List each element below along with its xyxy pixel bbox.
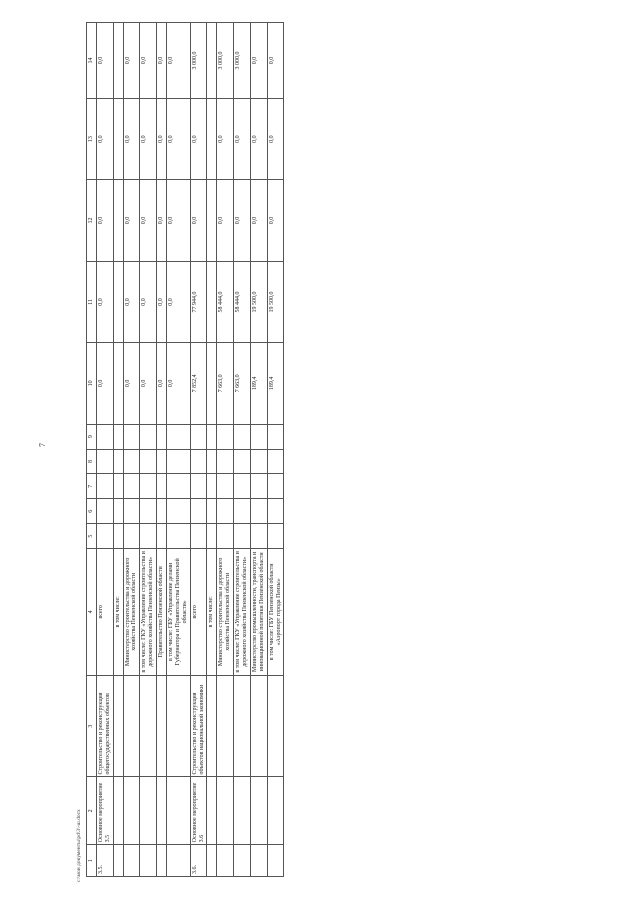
cell-col-2 [123,777,140,845]
cell-col-12: 0,0 [157,180,167,261]
cell-col-4: в том числе: ГБУ Пензенской области «Аэропорт города Пензы» [267,549,284,676]
cell-col-9 [190,424,207,449]
cell-col-13: 0,0 [250,98,267,179]
cell-col-7 [167,474,191,499]
cell-col-6 [167,499,191,524]
cell-col-5 [207,524,217,549]
table-row [190,23,207,877]
cell-col-14: 0,0 [96,23,113,99]
cell-col-7 [267,474,284,499]
cell-col-5 [190,524,207,549]
cell-col-11 [113,261,123,342]
cell-col-1 [167,845,191,877]
cell-col-6 [123,499,140,524]
cell-col-6 [267,499,284,524]
cell-col-2 [167,777,191,845]
cell-col-6 [140,499,157,524]
cell-col-5 [113,524,123,549]
cell-col-4: всего [190,549,207,676]
cell-col-5 [217,524,234,549]
cell-col-12: 0,0 [190,180,207,261]
cell-col-2 [207,777,217,845]
table-body [96,23,284,877]
cell-col-13: 0,0 [123,98,140,179]
cell-col-3 [123,675,140,777]
cell-col-9 [250,424,267,449]
cell-col-8 [217,449,234,474]
budget-table [86,22,284,877]
cell-col-4: в том числе: [113,549,123,676]
cell-col-13: 0,0 [234,98,251,179]
cell-col-10: 7 663,0 [234,343,251,424]
cell-col-11: 0,0 [96,261,113,342]
cell-col-1 [250,845,267,877]
cell-col-3 [217,675,234,777]
cell-col-4: Министерство промышленности, транспорта и инновационной политики Пензенской области [250,549,267,676]
cell-col-12 [113,180,123,261]
table-row [250,23,267,877]
cell-col-8 [207,449,217,474]
cell-col-14: 0,0 [140,23,157,99]
cell-col-8 [167,449,191,474]
column-header-5: 5 [87,524,97,549]
cell-col-12: 0,0 [234,180,251,261]
cell-col-10: 0,0 [167,343,191,424]
cell-col-7 [250,474,267,499]
cell-col-11: 0,0 [167,261,191,342]
cell-col-11: 0,0 [157,261,167,342]
cell-col-9 [217,424,234,449]
cell-col-8 [96,449,113,474]
cell-col-14: 0,0 [250,23,267,99]
table-row [140,23,157,877]
cell-col-11: 19 500,0 [250,261,267,342]
cell-col-1 [123,845,140,877]
cell-col-6 [190,499,207,524]
cell-col-7 [207,474,217,499]
cell-col-3 [234,675,251,777]
cell-col-14: 0,0 [267,23,284,99]
cell-col-5 [234,524,251,549]
cell-col-7 [123,474,140,499]
cell-col-1 [113,845,123,877]
cell-col-9 [167,424,191,449]
cell-col-12 [207,180,217,261]
cell-col-13: 0,0 [96,98,113,179]
cell-col-6 [234,499,251,524]
cell-col-1 [207,845,217,877]
cell-col-6 [157,499,167,524]
cell-col-3: Строительство и реконструкция объектов национальной экономики [190,675,207,777]
cell-col-10: 7 852,4 [190,343,207,424]
cell-col-14: 0,0 [157,23,167,99]
cell-col-3 [140,675,157,777]
cell-col-2 [140,777,157,845]
cell-col-9 [113,424,123,449]
footer-file-path: c:\мои документы\рd\3\-ш.docx [76,809,82,882]
cell-col-10: 0,0 [123,343,140,424]
cell-col-13 [113,98,123,179]
cell-col-8 [234,449,251,474]
cell-col-14: 3 000,0 [234,23,251,99]
cell-col-2 [250,777,267,845]
cell-col-14: 3 000,0 [190,23,207,99]
page-number: 7 [38,443,47,447]
column-header-6: 6 [87,499,97,524]
cell-col-11: 0,0 [140,261,157,342]
cell-col-4: в том числе: ГБУ «Управление делами Губернатора и Правительства Пензенской области» [167,549,191,676]
cell-col-13: 0,0 [167,98,191,179]
cell-col-11 [207,261,217,342]
cell-col-12: 0,0 [96,180,113,261]
cell-col-10: 0,0 [96,343,113,424]
cell-col-7 [113,474,123,499]
table-row [234,23,251,877]
cell-col-13: 0,0 [190,98,207,179]
cell-col-13: 0,0 [157,98,167,179]
cell-col-11: 19 500,0 [267,261,284,342]
cell-col-12: 0,0 [167,180,191,261]
cell-col-1 [140,845,157,877]
cell-col-10: 7 663,0 [217,343,234,424]
cell-col-3: Строительство и реконструкция общегосударственных объектов [96,675,113,777]
cell-col-5 [140,524,157,549]
cell-col-2 [217,777,234,845]
column-header-11: 11 [87,261,97,342]
cell-col-14 [207,23,217,99]
cell-col-6 [250,499,267,524]
cell-col-2: Основное мероприятие 3.5 [96,777,113,845]
column-header-3: 3 [87,675,97,777]
cell-col-2 [157,777,167,845]
cell-col-10: 0,0 [140,343,157,424]
cell-col-14: 0,0 [167,23,191,99]
cell-col-3 [207,675,217,777]
table-row [267,23,284,877]
column-header-12: 12 [87,180,97,261]
table-row [157,23,167,877]
cell-col-6 [207,499,217,524]
cell-col-8 [267,449,284,474]
cell-col-9 [234,424,251,449]
cell-col-1: 3.5. [96,845,113,877]
column-header-1: 1 [87,845,97,877]
cell-col-10: 189,4 [250,343,267,424]
table-row [123,23,140,877]
cell-col-4: в том числе: [207,549,217,676]
cell-col-13: 0,0 [140,98,157,179]
cell-col-10: 189,4 [267,343,284,424]
cell-col-5 [267,524,284,549]
cell-col-9 [157,424,167,449]
cell-col-13 [207,98,217,179]
cell-col-8 [140,449,157,474]
cell-col-7 [190,474,207,499]
cell-col-4: Министерство строительства и дорожного хозяйства Пензенской области [217,549,234,676]
cell-col-13: 0,0 [217,98,234,179]
cell-col-10: 0,0 [157,343,167,424]
column-header-10: 10 [87,343,97,424]
cell-col-1: 3.6. [190,845,207,877]
cell-col-6 [217,499,234,524]
cell-col-12: 0,0 [250,180,267,261]
cell-col-5 [96,524,113,549]
cell-col-9 [140,424,157,449]
cell-col-3 [167,675,191,777]
cell-col-5 [250,524,267,549]
cell-col-7 [96,474,113,499]
cell-col-11: 58 444,0 [234,261,251,342]
cell-col-6 [113,499,123,524]
cell-col-4: в том числе: ГКУ «Управление строительства и дорожного хозяйства Пензенской области» [234,549,251,676]
cell-col-2 [267,777,284,845]
cell-col-3 [157,675,167,777]
cell-col-11: 58 444,0 [217,261,234,342]
cell-col-13: 0,0 [267,98,284,179]
cell-col-1 [234,845,251,877]
column-header-14: 14 [87,23,97,99]
rotated-budget-table-sheet [86,22,548,877]
cell-col-14: 3 000,0 [217,23,234,99]
table-row [217,23,234,877]
cell-col-3 [267,675,284,777]
cell-col-7 [157,474,167,499]
cell-col-5 [167,524,191,549]
cell-col-8 [250,449,267,474]
column-header-9: 9 [87,424,97,449]
cell-col-1 [267,845,284,877]
table-row [207,23,217,877]
cell-col-1 [157,845,167,877]
column-header-2: 2 [87,777,97,845]
cell-col-5 [123,524,140,549]
cell-col-7 [140,474,157,499]
cell-col-9 [123,424,140,449]
cell-col-9 [96,424,113,449]
table-row [167,23,191,877]
cell-col-8 [123,449,140,474]
cell-col-6 [96,499,113,524]
cell-col-3 [250,675,267,777]
column-header-8: 8 [87,449,97,474]
cell-col-14: 0,0 [123,23,140,99]
table-row [113,23,123,877]
column-header-13: 13 [87,98,97,179]
column-header-7: 7 [87,474,97,499]
table-row [96,23,113,877]
header-row [87,23,97,877]
cell-col-2 [113,777,123,845]
cell-col-12: 0,0 [123,180,140,261]
cell-col-11: 77 944,0 [190,261,207,342]
cell-col-4: в том числе: ГКУ «Управление строительства и дорожного хозяйства Пензенской области» [140,549,157,676]
cell-col-10 [113,343,123,424]
cell-col-8 [113,449,123,474]
cell-col-2: Основное мероприятие 3.6 [190,777,207,845]
cell-col-7 [234,474,251,499]
cell-col-8 [157,449,167,474]
cell-col-12: 0,0 [217,180,234,261]
cell-col-8 [190,449,207,474]
cell-col-12: 0,0 [267,180,284,261]
column-header-4: 4 [87,549,97,676]
cell-col-10 [207,343,217,424]
cell-col-11: 0,0 [123,261,140,342]
cell-col-3 [113,675,123,777]
cell-col-9 [207,424,217,449]
cell-col-1 [217,845,234,877]
cell-col-9 [267,424,284,449]
cell-col-2 [234,777,251,845]
cell-col-14 [113,23,123,99]
cell-col-7 [217,474,234,499]
cell-col-4: Министерство строительства и дорожного хозяйства Пензенской области [123,549,140,676]
cell-col-4: всего [96,549,113,676]
cell-col-5 [157,524,167,549]
cell-col-12: 0,0 [140,180,157,261]
cell-col-4: Правительство Пензенской области [157,549,167,676]
